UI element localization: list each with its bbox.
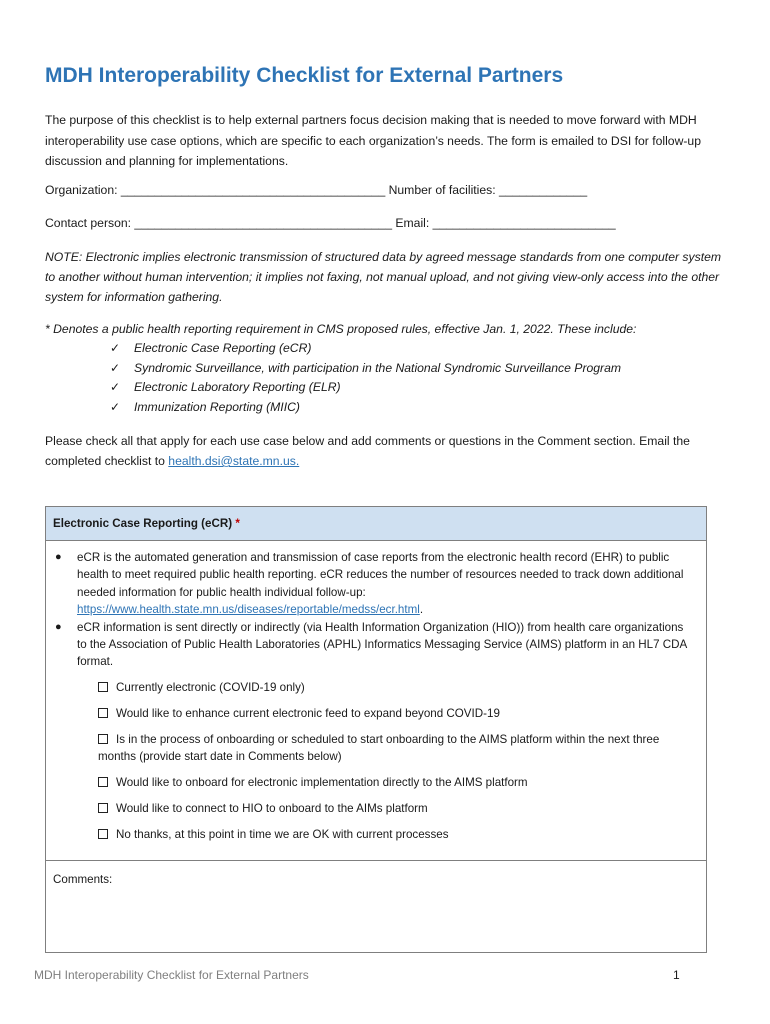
list-item: [110, 378, 621, 398]
requirements-list: [110, 339, 621, 418]
list-item: [110, 339, 621, 359]
email-link[interactable]: health.dsi@state.mn.us.: [168, 454, 300, 468]
option-enhance-feed[interactable]: [98, 705, 698, 722]
ecr-header-label: Electronic Case Reporting (eCR): [53, 517, 233, 530]
bullet-text: eCR is the automated generation and transmission of case reports from the electronic health record (EHR) to public health to meet required public health reporting. eCR reduces the number of resources needed to track down additional needed information for public health individual follow-up:: [77, 551, 684, 599]
ecr-bullet-list: [46, 549, 696, 671]
bullet-icon: ●: [55, 620, 62, 633]
organization-field-line[interactable]: Organization: _______________________________________ Number of facilities: _____________: [45, 183, 588, 197]
check-icon: ✓: [110, 380, 121, 395]
ecr-options-list: [98, 679, 698, 852]
option-label: No thanks, at this point in time we are OK with current processes: [116, 828, 449, 842]
requirement-label: Electronic Case Reporting (eCR): [134, 341, 312, 355]
option-label: Would like to connect to HIO to onboard to the AIMs platform: [116, 802, 428, 816]
bullet-text: eCR information is sent directly or indirectly (via Health Information Organization (HIO)) from health care organizations to the Association of Public Health Laboratories (APHL) Informatics Messaging Service (AIMS) platform in an HL7 CDA format.: [77, 620, 687, 669]
option-currently-electronic[interactable]: [98, 679, 698, 696]
comments-field[interactable]: [46, 860, 706, 952]
checkbox-icon[interactable]: [98, 682, 108, 692]
instruction-text: Please check all that apply for each use case below and add comments or questions in the Comment section. Email the completed checklist to: [45, 434, 690, 468]
option-connect-hio[interactable]: [98, 800, 698, 817]
bullet-icon: ●: [55, 551, 62, 563]
option-label: Currently electronic (COVID-19 only): [116, 681, 305, 694]
option-label: Would like to enhance current electronic feed to expand beyond COVID-19: [116, 707, 500, 720]
checkbox-icon[interactable]: [98, 708, 108, 718]
option-label: Is in the process of onboarding or scheduled to start onboarding to the AIMS platform within the next three months (provide start date in Comments below): [98, 733, 660, 764]
list-item: [110, 398, 621, 418]
check-icon: ✓: [110, 341, 121, 355]
checkbox-icon[interactable]: [98, 734, 108, 744]
list-item: [46, 549, 696, 619]
checkbox-icon[interactable]: [98, 829, 108, 839]
ecr-info-link[interactable]: https://www.health.state.mn.us/diseases/reportable/medss/ecr.html: [77, 603, 420, 617]
option-no-thanks[interactable]: [98, 826, 698, 843]
asterisk-note: * Denotes a public health reporting requirement in CMS proposed rules, effective Jan. 1, 2022. These include:: [45, 322, 637, 336]
option-onboard-directly[interactable]: [98, 774, 698, 791]
option-label: Would like to onboard for electronic implementation directly to the AIMS platform: [116, 776, 528, 790]
footer-title: MDH Interoperability Checklist for External Partners: [34, 968, 309, 982]
ecr-section-header: [46, 507, 706, 541]
check-icon: ✓: [110, 400, 121, 415]
list-item: [46, 619, 696, 671]
requirement-label: Electronic Laboratory Reporting (ELR): [134, 380, 341, 395]
list-item: [110, 359, 621, 379]
page-title: MDH Interoperability Checklist for External Partners: [45, 64, 564, 87]
note-paragraph: NOTE: Electronic implies electronic transmission of structured data by agreed message standards from one computer system to another without human intervention; it implies not faxing, not manual upload, and not giving view-only access into the other system for information gathering.: [45, 250, 722, 304]
ecr-section-table: [45, 506, 707, 953]
checkbox-icon[interactable]: [98, 777, 108, 787]
check-icon: ✓: [110, 360, 121, 375]
requirement-label: Syndromic Surveillance, with participation in the National Syndromic Surveillance Program: [134, 360, 622, 375]
page-number: 1: [673, 968, 680, 982]
comments-label: Comments:: [53, 873, 113, 886]
bullet-period: .: [419, 603, 424, 617]
requirement-label: Immunization Reporting (MIIC): [134, 400, 300, 415]
instruction-paragraph: [45, 431, 735, 471]
option-onboarding-in-process[interactable]: [98, 731, 698, 766]
contact-field-line[interactable]: Contact person: ______________________________________ Email: ___________________________: [45, 216, 616, 230]
intro-paragraph: The purpose of this checklist is to help external partners focus decision making that is needed to move forward with MDH interoperability use case options, which are specific to each organization’s needs. The form is emailed to DSI for follow-up discussion and planning for implementations.: [45, 113, 701, 168]
requirement-star: *: [235, 517, 240, 530]
checkbox-icon[interactable]: [98, 803, 108, 813]
